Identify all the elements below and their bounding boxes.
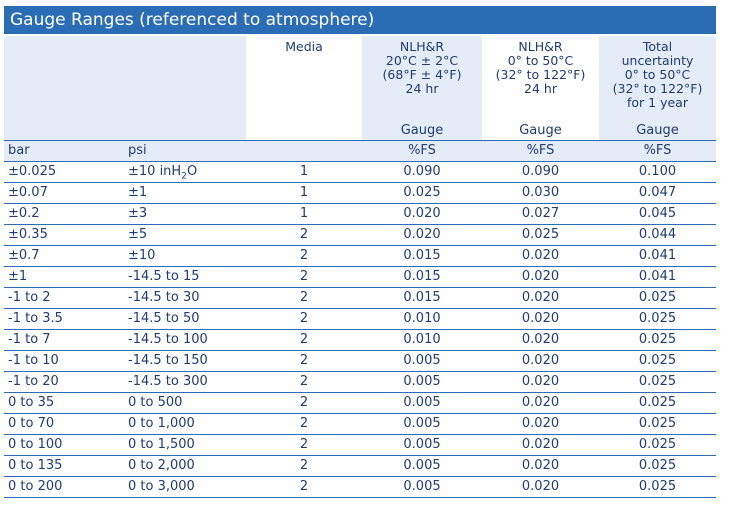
psi-cell: -14.5 to 300 xyxy=(124,372,246,393)
table-row xyxy=(4,204,716,225)
table-row xyxy=(4,225,716,246)
bar-cell: ±0.07 xyxy=(4,183,124,204)
nlhr-20c-cell: 0.015 xyxy=(362,267,482,288)
header-line: uncertainty xyxy=(621,53,694,68)
nlhr-0-50c-cell: 0.020 xyxy=(482,393,599,414)
psi-cell: 0 to 2,000 xyxy=(124,456,246,477)
unit-psi: psi xyxy=(124,141,246,162)
bar-cell: -1 to 7 xyxy=(4,330,124,351)
media-cell: 2 xyxy=(246,435,362,456)
nlhr-20c-cell: 0.025 xyxy=(362,183,482,204)
media-cell: 2 xyxy=(246,372,362,393)
media-cell: 2 xyxy=(246,267,362,288)
nlhr-0-50c-cell: 0.020 xyxy=(482,288,599,309)
bar-cell: ±1 xyxy=(4,267,124,288)
total-uncertainty-cell: 0.025 xyxy=(599,351,716,372)
total-uncertainty-cell: 0.025 xyxy=(599,393,716,414)
media-cell: 2 xyxy=(246,246,362,267)
gauge-label: Gauge xyxy=(482,122,599,141)
header-media: Media xyxy=(285,39,323,54)
unit-bar: bar xyxy=(4,141,124,162)
total-uncertainty-cell: 0.047 xyxy=(599,183,716,204)
nlhr-20c-cell: 0.015 xyxy=(362,246,482,267)
total-uncertainty-cell: 0.025 xyxy=(599,372,716,393)
nlhr-0-50c-cell: 0.025 xyxy=(482,225,599,246)
media-cell: 1 xyxy=(246,204,362,225)
total-uncertainty-cell: 0.044 xyxy=(599,225,716,246)
nlhr-0-50c-cell: 0.020 xyxy=(482,309,599,330)
psi-cell: -14.5 to 15 xyxy=(124,267,246,288)
bar-cell: ±0.7 xyxy=(4,246,124,267)
gauge-ranges-table xyxy=(4,36,716,498)
media-cell: 2 xyxy=(246,393,362,414)
nlhr-20c-cell: 0.005 xyxy=(362,372,482,393)
psi-text: ±10 inH xyxy=(128,164,182,179)
total-uncertainty-cell: 0.025 xyxy=(599,288,716,309)
table-row xyxy=(4,267,716,288)
psi-cell: 0 to 3,000 xyxy=(124,477,246,498)
nlhr-20c-cell: 0.005 xyxy=(362,435,482,456)
header-line: Total xyxy=(642,39,673,54)
header-line: for 1 year xyxy=(627,95,688,110)
table-row xyxy=(4,246,716,267)
header-line: 24 hr xyxy=(405,81,439,96)
media-cell: 2 xyxy=(246,225,362,246)
nlhr-0-50c-cell: 0.020 xyxy=(482,351,599,372)
media-cell: 2 xyxy=(246,414,362,435)
bar-cell: 0 to 200 xyxy=(4,477,124,498)
nlhr-0-50c-cell: 0.020 xyxy=(482,267,599,288)
header-row xyxy=(4,36,716,122)
header-line: (68°F ± 4°F) xyxy=(382,67,462,82)
table-row xyxy=(4,456,716,477)
bar-cell: -1 to 10 xyxy=(4,351,124,372)
total-uncertainty-cell: 0.025 xyxy=(599,330,716,351)
bar-cell: 0 to 35 xyxy=(4,393,124,414)
nlhr-0-50c-cell: 0.020 xyxy=(482,330,599,351)
psi-cell: 0 to 500 xyxy=(124,393,246,414)
gauge-label: Gauge xyxy=(362,122,482,141)
header-nlhr-20c xyxy=(362,36,482,122)
table-row xyxy=(4,414,716,435)
gauge-label: Gauge xyxy=(599,122,716,141)
table-row xyxy=(4,477,716,498)
header-line: NLH&R xyxy=(518,39,563,54)
nlhr-0-50c-cell: 0.020 xyxy=(482,435,599,456)
total-uncertainty-cell: 0.025 xyxy=(599,309,716,330)
psi-subscript: 2 xyxy=(181,171,187,182)
bar-cell: 0 to 100 xyxy=(4,435,124,456)
unit-fs: %FS xyxy=(482,141,599,162)
header-line: 0° to 50°C xyxy=(624,67,691,82)
table-row xyxy=(4,162,716,183)
psi-cell xyxy=(124,162,246,183)
header-blank-cell xyxy=(4,36,124,122)
nlhr-20c-cell: 0.005 xyxy=(362,477,482,498)
bar-cell: 0 to 70 xyxy=(4,414,124,435)
media-cell: 1 xyxy=(246,162,362,183)
bar-cell: -1 to 3.5 xyxy=(4,309,124,330)
header-line: 24 hr xyxy=(524,81,557,96)
nlhr-0-50c-cell: 0.020 xyxy=(482,372,599,393)
header-line: (32° to 122°F) xyxy=(612,81,703,96)
total-uncertainty-cell: 0.041 xyxy=(599,246,716,267)
bar-cell: -1 to 20 xyxy=(4,372,124,393)
nlhr-0-50c-cell: 0.020 xyxy=(482,414,599,435)
psi-cell: ±3 xyxy=(124,204,246,225)
nlhr-20c-cell: 0.005 xyxy=(362,351,482,372)
bar-cell: ±0.025 xyxy=(4,162,124,183)
nlhr-0-50c-cell: 0.090 xyxy=(482,162,599,183)
psi-text-tail: O xyxy=(186,164,198,179)
total-uncertainty-cell: 0.025 xyxy=(599,414,716,435)
nlhr-20c-cell: 0.090 xyxy=(362,162,482,183)
media-cell: 2 xyxy=(246,288,362,309)
media-cell: 1 xyxy=(246,183,362,204)
nlhr-0-50c-cell: 0.020 xyxy=(482,456,599,477)
psi-cell: -14.5 to 100 xyxy=(124,330,246,351)
bar-cell: -1 to 2 xyxy=(4,288,124,309)
psi-cell: -14.5 to 150 xyxy=(124,351,246,372)
table-row xyxy=(4,351,716,372)
table-title: Gauge Ranges (referenced to atmosphere) xyxy=(4,6,716,34)
nlhr-20c-cell: 0.020 xyxy=(362,204,482,225)
header-total-uncertainty xyxy=(599,36,716,122)
psi-cell: -14.5 to 30 xyxy=(124,288,246,309)
total-uncertainty-cell: 0.100 xyxy=(599,162,716,183)
header-line: NLH&R xyxy=(399,39,445,54)
nlhr-20c-cell: 0.015 xyxy=(362,288,482,309)
bar-cell: ±0.2 xyxy=(4,204,124,225)
table-row xyxy=(4,309,716,330)
nlhr-0-50c-cell: 0.027 xyxy=(482,204,599,225)
nlhr-20c-cell: 0.020 xyxy=(362,225,482,246)
total-uncertainty-cell: 0.025 xyxy=(599,435,716,456)
blank-cell xyxy=(246,122,362,141)
total-uncertainty-cell: 0.045 xyxy=(599,204,716,225)
table-row xyxy=(4,288,716,309)
units-row xyxy=(4,141,716,162)
psi-cell: 0 to 1,000 xyxy=(124,414,246,435)
nlhr-0-50c-cell: 0.030 xyxy=(482,183,599,204)
psi-cell: 0 to 1,500 xyxy=(124,435,246,456)
header-line: 0° to 50°C xyxy=(507,53,574,68)
table-row xyxy=(4,435,716,456)
media-cell: 2 xyxy=(246,309,362,330)
blank-cell xyxy=(246,141,362,162)
psi-cell: ±5 xyxy=(124,225,246,246)
unit-fs: %FS xyxy=(362,141,482,162)
psi-cell: ±1 xyxy=(124,183,246,204)
header-line: 20°C ± 2°C xyxy=(385,53,459,68)
nlhr-0-50c-cell: 0.020 xyxy=(482,477,599,498)
media-cell: 2 xyxy=(246,330,362,351)
header-blank-cell xyxy=(124,36,246,122)
gauge-label-row xyxy=(4,122,716,141)
psi-cell: -14.5 to 50 xyxy=(124,309,246,330)
bar-cell: ±0.35 xyxy=(4,225,124,246)
nlhr-20c-cell: 0.005 xyxy=(362,414,482,435)
nlhr-20c-cell: 0.005 xyxy=(362,456,482,477)
table-row xyxy=(4,183,716,204)
nlhr-20c-cell: 0.005 xyxy=(362,393,482,414)
table-row xyxy=(4,372,716,393)
table-row xyxy=(4,393,716,414)
total-uncertainty-cell: 0.025 xyxy=(599,477,716,498)
total-uncertainty-cell: 0.025 xyxy=(599,456,716,477)
psi-cell: ±10 xyxy=(124,246,246,267)
header-line: (32° to 122°F) xyxy=(495,67,586,82)
media-cell: 2 xyxy=(246,456,362,477)
nlhr-0-50c-cell: 0.020 xyxy=(482,246,599,267)
bar-cell: 0 to 135 xyxy=(4,456,124,477)
nlhr-20c-cell: 0.010 xyxy=(362,309,482,330)
total-uncertainty-cell: 0.041 xyxy=(599,267,716,288)
media-cell: 2 xyxy=(246,351,362,372)
header-nlhr-0-50c xyxy=(482,36,599,122)
nlhr-20c-cell: 0.010 xyxy=(362,330,482,351)
blank-cell xyxy=(124,122,246,141)
blank-cell xyxy=(4,122,124,141)
table-row xyxy=(4,330,716,351)
media-cell: 2 xyxy=(246,477,362,498)
unit-fs: %FS xyxy=(599,141,716,162)
